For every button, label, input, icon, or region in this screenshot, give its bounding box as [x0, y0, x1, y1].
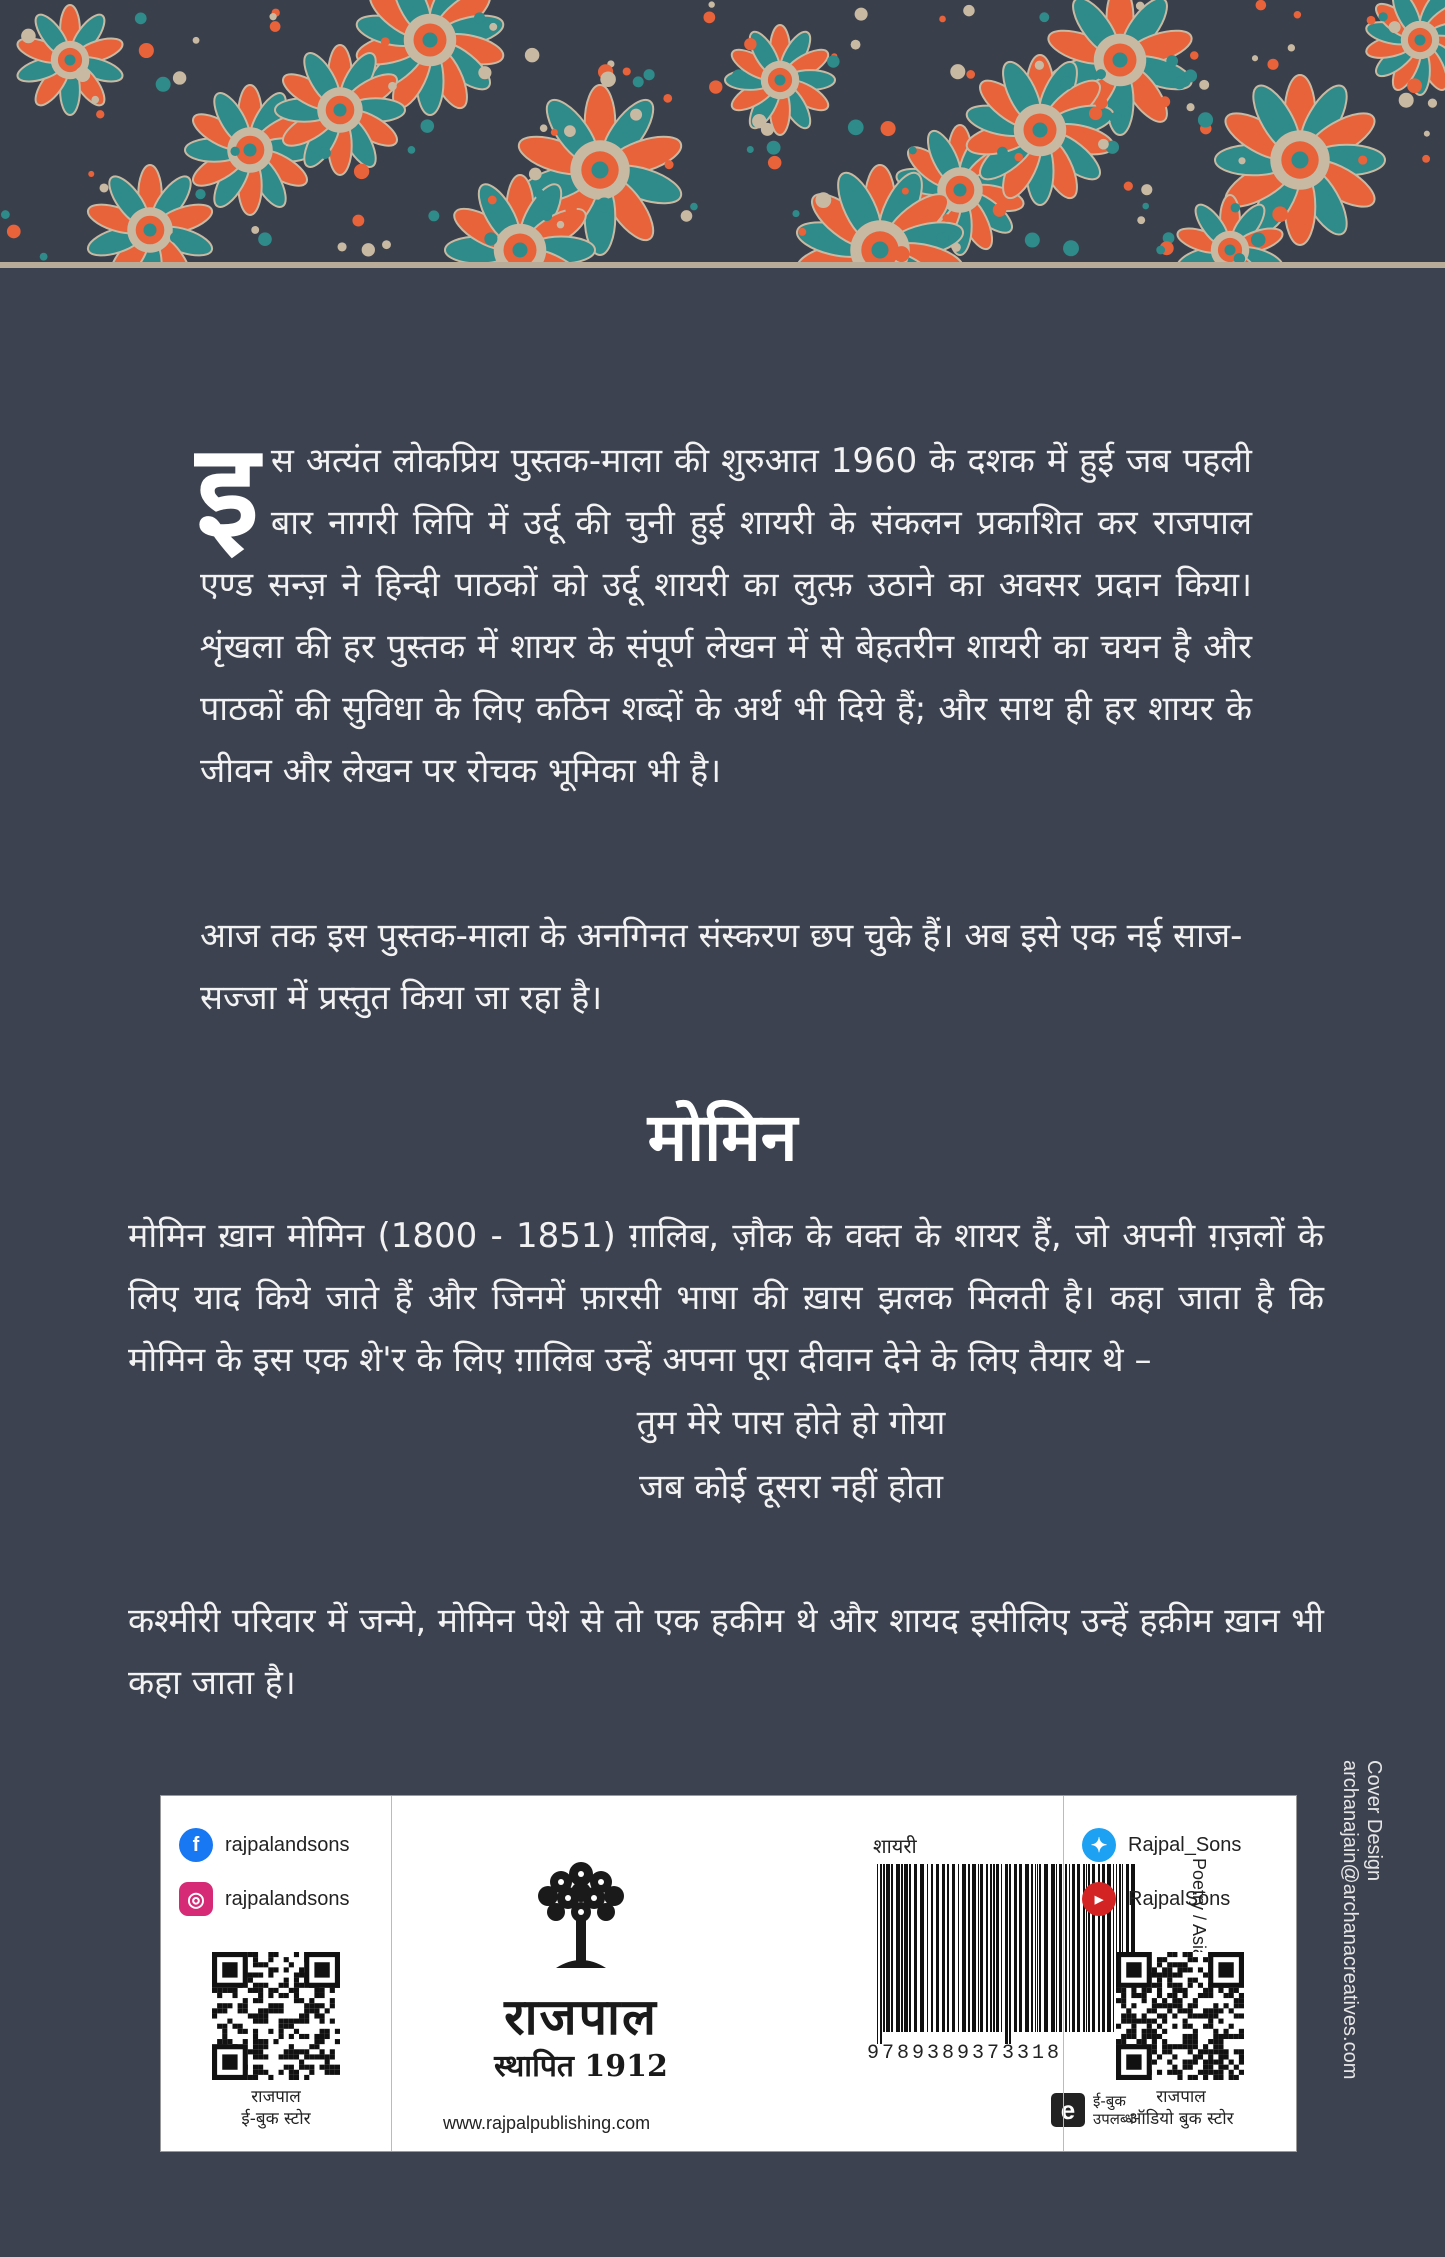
- publisher-established: स्थापित 1912: [494, 2049, 668, 2084]
- paisley-pattern-banner: [0, 0, 1445, 262]
- facebook-handle[interactable]: [179, 1828, 350, 1862]
- couplet-line-2: जब कोई दूसरा नहीं होता: [638, 1467, 943, 1507]
- twitter-icon: ✦: [1082, 1828, 1116, 1862]
- cover-design-credit: [1339, 1760, 1390, 2120]
- social-left-column: [161, 1796, 392, 2151]
- ebook-store-qr-code[interactable]: [212, 1952, 340, 2080]
- ebook-store-label-2: ई-बुक स्टोर: [241, 2109, 311, 2129]
- publisher-info-panel: [160, 1795, 1297, 2152]
- audiobook-store-label: [1066, 2086, 1296, 2130]
- publisher-name: राजपाल: [504, 1988, 658, 2046]
- drop-cap: इ: [196, 417, 259, 566]
- bio-text-2: कश्मीरी परिवार में जन्मे, मोमिन पेशे से तो एक हकीम थे और शायद इसीलिए उन्हें हक़ीम ख़ान भी कहा जाता है।: [128, 1601, 1324, 1703]
- youtube-handle[interactable]: [1082, 1882, 1230, 1916]
- banner-divider: [0, 262, 1445, 268]
- intro-paragraph: [196, 417, 1252, 802]
- credit-email: archanajain@archanacreatives.com: [1339, 1760, 1361, 2080]
- credit-title: Cover Design: [1363, 1760, 1385, 1882]
- isbn-number: 9789389373318: [867, 2042, 1063, 2065]
- ebook-text-2: उपलब्ध: [1093, 2110, 1134, 2128]
- facebook-icon: f: [179, 1828, 213, 1862]
- book-category: शायरी: [873, 1834, 917, 1858]
- ebook-store-label-1: राजपाल: [251, 2087, 301, 2107]
- social-right-column: [1063, 1796, 1297, 2151]
- ebook-text-1: ई-बुक: [1093, 2092, 1126, 2110]
- poet-name-heading: मोमिन: [647, 1099, 798, 1176]
- twitter-handle[interactable]: [1082, 1828, 1241, 1862]
- intro-text: स अत्यंत लोकप्रिय पुस्तक-माला की शुरुआत 1960 के दशक में हुई जब पहली बार नागरी लिपि में उर्दू की चुनी हुई शायरी के संकलन प्रकाशित कर राजपाल एण्ड सन्ज़ ने हिन्दी पाठकों को उर्दू शायरी का लुत्फ़ उठाने का अवसर प्रदान किया। शृंखला की हर पुस्तक में शायर के संपूर्ण लेखन में से बेहतरीन शायरी का चयन है और पाठकों की सुविधा के लिए कठिन शब्दों के अर्थ भी दिये हैं; और साथ ही हर शायर के जीवन और लेखन पर रोचक भूमिका भी है।: [200, 441, 1252, 791]
- instagram-handle[interactable]: [179, 1882, 350, 1916]
- audiobook-store-label-1: राजपाल: [1156, 2087, 1206, 2107]
- publisher-logo: [451, 1856, 711, 2087]
- bio-text-1: मोमिन ख़ान मोमिन (1800 - 1851) ग़ालिब, ज़ौक के वक्त के शायर हैं, जो अपनी ग़ज़लों के लिए याद किये जाते हैं और जिनमें फ़ारसी भाषा की ख़ास झलक मिलती है। कहा जाता है कि मोमिन के इस एक शे'र के लिए ग़ालिब उन्हें अपना पूरा दीवान देने के लिए तैयार थे –: [128, 1216, 1324, 1380]
- instagram-label: rajpalandsons: [225, 1887, 350, 1910]
- poet-biography: [128, 1205, 1324, 1519]
- publisher-website[interactable]: www.rajpalpublishing.com: [443, 2113, 651, 2133]
- ebook-icon: e: [1051, 2093, 1085, 2127]
- youtube-icon: ▶: [1082, 1882, 1116, 1916]
- youtube-label: RajpalSons: [1128, 1887, 1231, 1910]
- ebook-store-label: [161, 2086, 391, 2130]
- tree-icon: [526, 1856, 636, 1976]
- couplet: [128, 1391, 1324, 1519]
- audiobook-store-qr-code[interactable]: [1116, 1952, 1244, 2080]
- facebook-label: rajpalandsons: [225, 1833, 350, 1856]
- twitter-label: Rajpal_Sons: [1128, 1833, 1242, 1856]
- intro-paragraph-2: आज तक इस पुस्तक-माला के अनगिनत संस्करण छप चुके हैं। अब इसे एक नई साज-सज्जा में प्रस्तुत किया जा रहा है।: [200, 916, 1243, 1018]
- couplet-line-1: तुम मेरे पास होते हो गोया: [636, 1403, 946, 1443]
- audiobook-store-label-2: ऑडियो बुक स्टोर: [1128, 2109, 1234, 2129]
- instagram-icon: ◎: [179, 1882, 213, 1916]
